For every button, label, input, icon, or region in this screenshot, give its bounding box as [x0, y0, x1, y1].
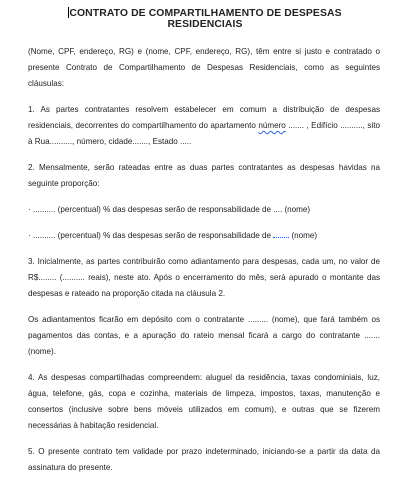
- bullet-1: · .......... (percentual) % das despesas serão de responsabilidade de .... (nome): [28, 205, 311, 214]
- advance-paragraph: Os adiantamentos ficarão em depósito com o contratante ......... (nome), que fará também os pagamentos das contas, e a apuração do rateio mensal ficará a cargo do contratante ....... (nome).: [28, 315, 380, 356]
- spellcheck-blank: [273, 231, 289, 238]
- clause-1: [28, 102, 380, 150]
- clause-5: 5. O presente contrato tem validade por prazo indeterminado, iniciando-se a partir da data da assinatura do presente.: [28, 447, 380, 472]
- spellcheck-word: número: [258, 121, 286, 130]
- document-title: [28, 7, 380, 30]
- clause-4: 4. As despesas compartilhadas compreendem: aluguel da residência, taxas condominiais, luz, água, telefone, gás, copa e cozinha, materiais de limpeza, impostos, taxas, manutenção e consertos (inclusive sobre bens móveis utilizados em comum), e outras que se fizerem necessárias à habitação residencial.: [28, 373, 380, 430]
- intro-paragraph: (Nome, CPF, endereço, RG) e (nome, CPF, endereço, RG), têm entre si justo e contratado o presente Contrato de Compartilhamento de Despesas Residenciais, como as seguintes cláusulas:: [28, 47, 380, 88]
- clause-2: 2. Mensalmente, serão rateadas entre as duas partes contratantes as despesas havidas na seguinte proporção:: [28, 163, 380, 188]
- title-text: CONTRATO DE COMPARTILHAMENTO DE DESPESAS RESIDENCIAIS: [69, 8, 342, 30]
- clause-1-end: ....... , Edifício .........., sito à Rua.........., número, cidade......., Estado .....: [28, 121, 380, 146]
- bullet-2-end: (nome): [289, 231, 318, 240]
- clause-3: 3. Inicialmente, as partes contribuirão como adiantamento para despesas, cada um, no valor de R$........ (.......... reais), neste ato. Após o encerramento do mês, será apurado o montante das despesas e rateado na proporção citada na cláusula 2.: [28, 257, 380, 298]
- bullet-2-start: · .......... (percentual) % das despesas serão de responsabilidade de: [28, 231, 274, 240]
- clause-1-start: 1. As partes contratantes resolvem estabelecer em comum a distribuição de despesas residenciais, decorrentes do compartilhamento do apartamento: [28, 105, 380, 130]
- bullet-2: [28, 228, 380, 244]
